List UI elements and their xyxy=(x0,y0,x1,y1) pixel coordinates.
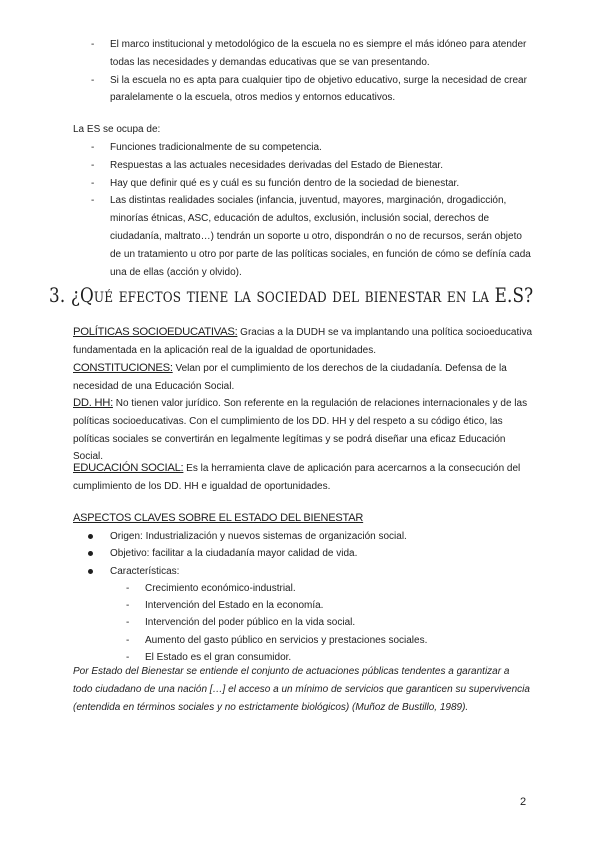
bullet-item xyxy=(110,528,530,545)
list-item xyxy=(91,72,535,108)
dash-marker: - xyxy=(91,39,95,50)
aspects-bullet-list xyxy=(110,528,530,580)
definition-term: POLÍTICAS SOCIOEDUCATIVAS: xyxy=(73,326,238,338)
dash-marker: - xyxy=(126,634,130,646)
aspects-title: ASPECTOS CLAVES SOBRE EL ESTADO DEL BIENESTAR xyxy=(73,512,364,524)
section-heading: 3. ¿Qué efectos tiene la sociedad del bienestar en la E.S? xyxy=(49,284,534,307)
list-item-text: Crecimiento económico-industrial. xyxy=(145,583,296,594)
list-item-text: El marco institucional y metodológico de la escuela no es siempre el más idóneo para atender todas las necesidades y demandas educativas que se van presentando. xyxy=(110,39,527,68)
dash-marker: - xyxy=(91,74,95,86)
bullet-text: Objetivo: facilitar a la ciudadanía mayor calidad de vida. xyxy=(110,548,358,560)
definition-paragraph xyxy=(73,324,533,360)
dash-marker: - xyxy=(126,617,130,629)
list-item xyxy=(126,614,535,631)
list-item-text: Las distintas realidades sociales (infancia, juventud, mayores, marginación, drogadicción, minorías étnicas, ASC, educación de adultos, exclusión, inclusión social, derechos de ciudadanía, maltrato…) tendrán un soporte u otro, dispondrán o no de recursos, serán objeto de un tratamiento u otro por parte de las políticas sociales, en función de cómo se defínía cada una de ellas (acción y olvido). xyxy=(110,195,531,278)
list-item xyxy=(126,632,535,649)
list-item-text: Aumento del gasto público en servicios y prestaciones sociales. xyxy=(145,634,428,646)
bullet-text: Características: xyxy=(110,565,180,577)
bullet-dot xyxy=(88,569,93,574)
definition-paragraph xyxy=(73,460,533,496)
bullet-dot xyxy=(88,551,93,556)
bullet-item xyxy=(110,545,530,562)
es-intro-line: La ES se ocupa de: xyxy=(73,124,161,135)
list-item xyxy=(91,175,535,193)
list-item xyxy=(91,157,535,175)
dash-marker: - xyxy=(91,142,95,153)
definition-text: Velan por el cumplimiento de los derechos de la ciudadanía. Defensa de la necesidad de una Educación Social. xyxy=(73,363,507,392)
list-item-text: Intervención del Estado en la economía. xyxy=(145,600,324,612)
intro-dash-list xyxy=(91,36,535,107)
dash-marker: - xyxy=(126,600,130,612)
list-item-text: Si la escuela no es apta para cualquier tipo de objetivo educativo, surge la necesidad de crear paralelamente o la escuela, otros medios y entornos educativos. xyxy=(110,74,527,104)
definition-paragraph xyxy=(73,395,533,466)
bullet-dot xyxy=(88,534,93,539)
list-item-text: Funciones tradicionalmente de su competencia. xyxy=(110,142,322,153)
definition-quote: Por Estado del Bienestar se entiende el conjunto de actuaciones públicas tendentes a garantizar a todo ciudadano de una nación […] el acceso a un mínimo de servicios que garanticen su supervivencia (entendida en términos sociales y no estrictamente biológicos) (Muñoz de Bustillo, 1989). xyxy=(73,666,530,713)
page-number: 2 xyxy=(520,796,527,808)
es-dash-list xyxy=(91,139,535,281)
definition-paragraph xyxy=(73,360,533,396)
list-item-text: Respuestas a las actuales necesidades derivadas del Estado de Bienestar. xyxy=(110,159,443,171)
definition-text: Es la herramienta clave de aplicación para acercarnos a la consecución del cumplimiento de los DD. HH e igualdad de oportunidades. xyxy=(73,463,521,492)
dash-marker: - xyxy=(91,177,95,189)
list-item xyxy=(91,139,535,157)
definition-text: No tienen valor jurídico. Son referente en la regulación de relaciones internacionales y de las políticas socioeducativas. Con el cumplimiento de los DD. HH y del respeto a su código ético, las políticas sociales se convertirán en legalmente legítimas y se podrá diseñar una eficaz Educación Social. xyxy=(73,398,528,463)
list-item-text: El Estado es el gran consumidor. xyxy=(145,651,292,663)
bullet-item xyxy=(110,563,530,580)
list-item-text: Intervención del poder público en la vida social. xyxy=(145,617,356,629)
dash-marker: - xyxy=(126,651,130,663)
definition-term: DD. HH: xyxy=(73,397,113,409)
definition-term: EDUCACIÓN SOCIAL: xyxy=(73,462,184,474)
list-item xyxy=(126,597,535,614)
list-item xyxy=(91,36,535,72)
characteristics-list xyxy=(126,580,535,666)
dash-marker: - xyxy=(91,159,95,171)
list-item xyxy=(126,580,535,597)
list-item xyxy=(91,192,535,281)
list-item-text: Hay que definir qué es y cuál es su función dentro de la sociedad de bienestar. xyxy=(110,177,460,189)
dash-marker: - xyxy=(91,195,95,207)
dash-marker: - xyxy=(126,583,130,594)
bullet-text: Origen: Industrialización y nuevos sistemas de organización social. xyxy=(110,531,407,542)
definition-text: Gracias a la DUDH se va implantando una política socioeducativa fundamentada en la aplicación real de la igualdad de oportunidades. xyxy=(73,327,533,356)
definition-term: CONSTITUCIONES: xyxy=(73,362,173,374)
